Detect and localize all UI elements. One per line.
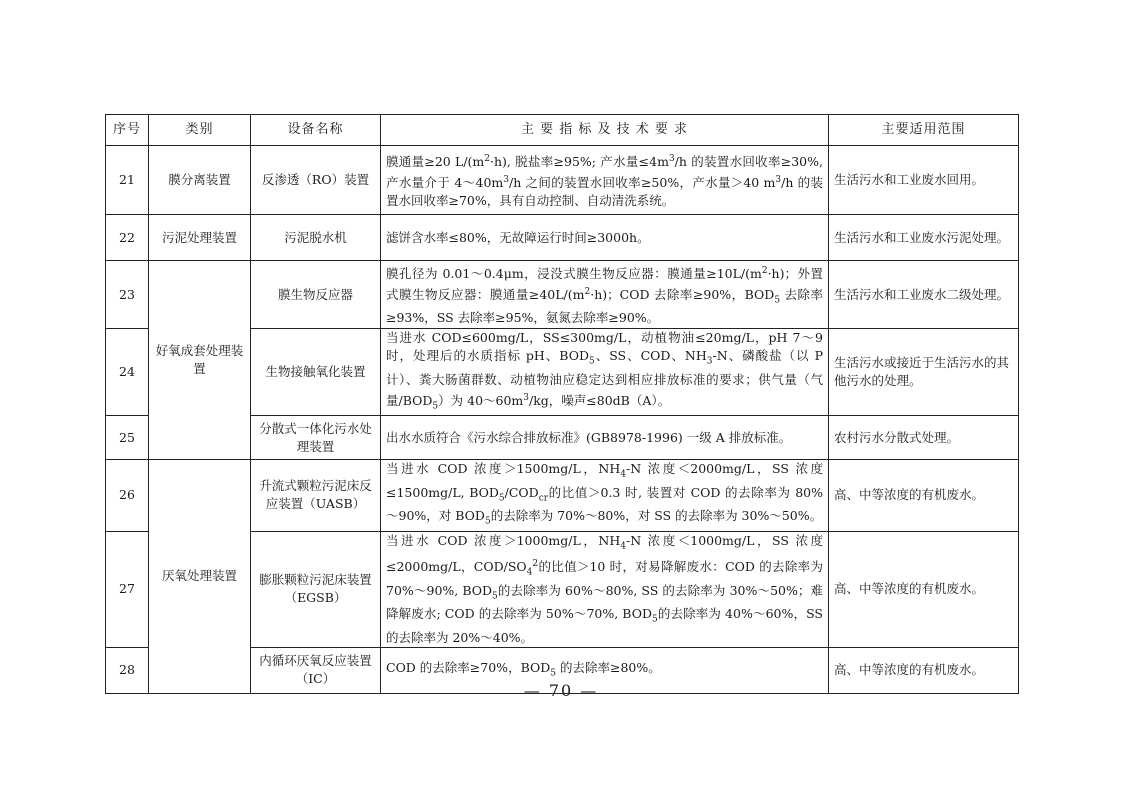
row-device-name: 分散式一体化污水处理装置	[251, 416, 381, 460]
table-row	[106, 146, 1019, 215]
row-device-name: 升流式颗粒污泥床反应装置（UASB）	[251, 460, 381, 532]
row-spec: 出水水质符合《污水综合排放标准》(GB8978-1996) 一级 A 排放标准。	[381, 416, 829, 460]
equipment-table	[105, 114, 1019, 694]
table-header-row	[106, 115, 1019, 146]
row-scope: 生活污水和工业废水二级处理。	[829, 261, 1019, 329]
row-scope: 高、中等浓度的有机废水。	[829, 460, 1019, 532]
row-device-name: 污泥脱水机	[251, 215, 381, 261]
row-spec: COD 的去除率≥70%，$BOD_5$ 的去除率≥80%。	[381, 647, 829, 693]
header-spec: 主 要 指 标 及 技 术 要 求	[381, 115, 829, 146]
row-category: 污泥处理装置	[149, 215, 251, 261]
row-device-name: 膨胀颗粒污泥床装置（EGSB）	[251, 531, 381, 647]
table-row	[106, 460, 1019, 532]
row-spec: 当进水 COD 浓度＞1000mg/L，$NH_4-N$ 浓度＜1000mg/L，SS 浓度≤2000mg/L，COD/$SO_4^2$的比值＞10 时，对易降解废水：COD 的去除率为 70%～90%, $BOD_5$的去除率为 60%～80%, SS 的去除率为 30%～50%；难降解废水; COD 的去除率为 50%～70%, $BOD_5$的去除率为 40%～60%，SS 的去除率为 20%～40%。	[381, 531, 829, 647]
row-category: 厌氧处理装置	[149, 460, 251, 694]
header-scope: 主要适用范围	[829, 115, 1019, 146]
header-category: 类别	[149, 115, 251, 146]
row-number: 21	[106, 146, 149, 215]
row-device-name: 生物接触氧化装置	[251, 329, 381, 416]
row-number: 24	[106, 329, 149, 416]
row-scope: 高、中等浓度的有机废水。	[829, 531, 1019, 647]
row-spec: 当进水 COD≤600mg/L，SS≤300mg/L，动植物油≤20mg/L，pH 7～9 时，处理后的水质指标 pH、$BOD_5$、SS、COD、$NH_3-N$、磷酸盐（以 P 计）、粪大肠菌群数、动植物油应稳定达到相应排放标准的要求；供气量（气量$/BOD_5$）为 $40\sim 60m^3/kg$，噪声≤80dB（A）。	[381, 329, 829, 416]
row-category: 膜分离装置	[149, 146, 251, 215]
row-number: 28	[106, 647, 149, 693]
row-scope: 高、中等浓度的有机废水。	[829, 647, 1019, 693]
header-device-name: 设备名称	[251, 115, 381, 146]
row-scope: 生活污水和工业废水回用。	[829, 146, 1019, 215]
header-no: 序号	[106, 115, 149, 146]
row-number: 27	[106, 531, 149, 647]
row-spec: 膜通量≥20 $L/(m^2\cdot h)$, 脱盐率≥95%; 产水量$\le 4m^3/h$ 的装置水回收率≥30%, 产水量介于 $4\sim 40m^3/h$ 之间的装置水回收率≥50%，产水量＞40 $m^3/h$ 的装置水回收率≥70%，具有自动控制、自动清洗系统。	[381, 146, 829, 215]
row-category: 好氧成套处理装置	[149, 261, 251, 460]
row-spec: 膜孔径为 0.01～0.4μm，浸没式膜生物反应器：膜通量$\ge 10L/(m^2\cdot h)$；外置式膜生物反应器：膜通量$\ge 40L/(m^2\cdot h)$；COD 去除率≥90%，$BOD_5$ 去除率≥93%，SS 去除率≥95%，氨氮去除率≥90%。	[381, 261, 829, 329]
row-number: 26	[106, 460, 149, 532]
row-spec: 当进水 COD 浓度＞1500mg/L，$NH_4-N$ 浓度＜2000mg/L，SS 浓度≤1500mg/L, $BOD_5/COD_{cr}$的比值＞0.3 时, 装置对 COD 的去除率为 80%～90%，对 $BOD_5$的去除率为 70%～80%，对 SS 的去除率为 30%～50%。	[381, 460, 829, 532]
table-row	[106, 261, 1019, 329]
row-number: 23	[106, 261, 149, 329]
row-number: 22	[106, 215, 149, 261]
row-scope: 生活污水或接近于生活污水的其他污水的处理。	[829, 329, 1019, 416]
row-device-name: 膜生物反应器	[251, 261, 381, 329]
page-number: — 70 —	[523, 681, 599, 700]
row-number: 25	[106, 416, 149, 460]
table-row	[106, 215, 1019, 261]
row-spec: 滤饼含水率≤80%，无故障运行时间≥3000h。	[381, 215, 829, 261]
row-scope: 农村污水分散式处理。	[829, 416, 1019, 460]
row-device-name: 反渗透（RO）装置	[251, 146, 381, 215]
row-scope: 生活污水和工业废水污泥处理。	[829, 215, 1019, 261]
row-device-name: 内循环厌氧反应装置（IC）	[251, 647, 381, 693]
